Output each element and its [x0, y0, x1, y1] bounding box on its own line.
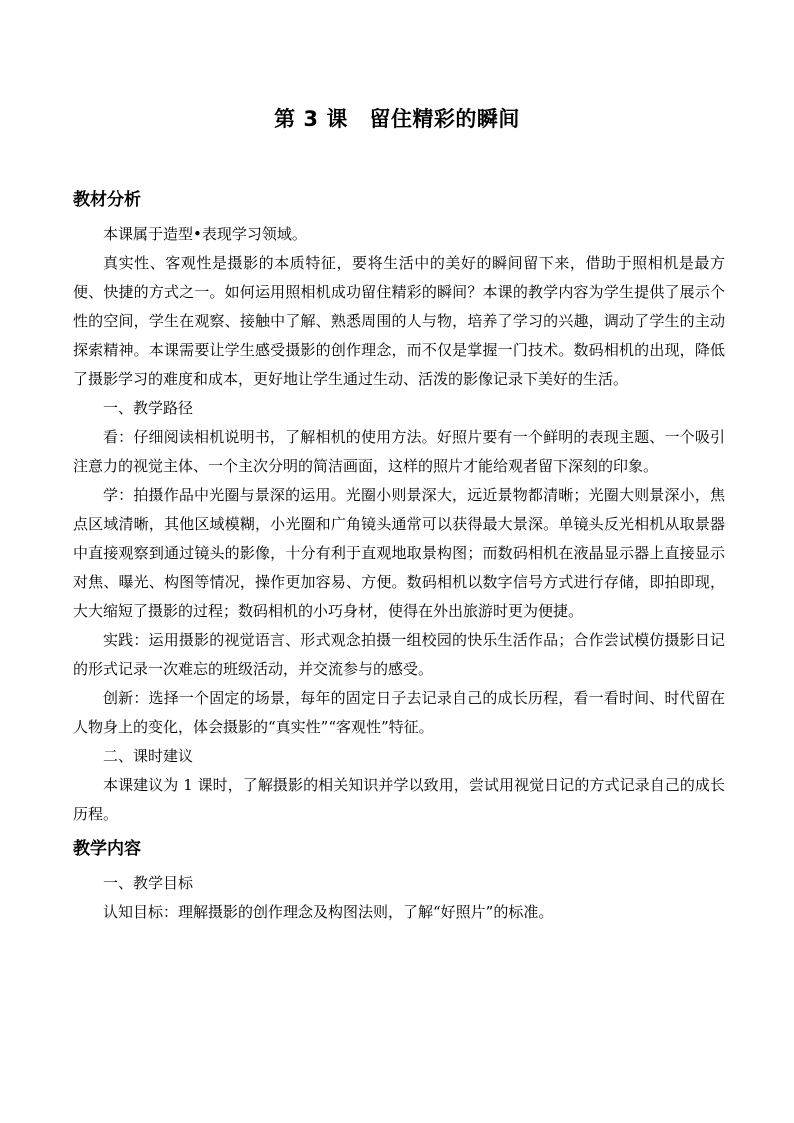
- paragraph-lesson-suggestion-heading: 二、课时建议: [103, 747, 194, 765]
- paragraph-practice: 实践：运用摄影的视觉语言、形式观念拍摄一组校园的快乐生活作品；合作尝试模仿摄影日记的形式记录一次难忘的班级活动，并交流参与的感受。: [73, 631, 725, 678]
- section-heading-textbook-analysis: 教材分析: [73, 190, 141, 210]
- paragraph-cognitive-objective: 认知目标：理解摄影的创作理念及构图法则，了解“好照片”的标准。: [103, 903, 554, 921]
- paragraph-lesson-suggestion: 本课建议为 1 课时，了解摄影的相关知识并学以致用，尝试用视觉日记的方式记录自己的成长历程。: [73, 776, 725, 823]
- paragraph-objectives-heading: 一、教学目标: [103, 874, 194, 892]
- paragraph-look: 看：仔细阅读相机说明书，了解相机的使用方法。好照片要有一个鲜明的表现主题、一个吸引注意力的视觉主体、一个主次分明的简洁画面，这样的照片才能给观者留下深刻的印象。: [73, 428, 725, 475]
- document-body: [73, 187, 725, 927]
- section-heading-teaching-content: 教学内容: [73, 839, 141, 859]
- paragraph-learn: 学：拍摄作品中光圈与景深的运用。光圈小则景深大，远近景物都清晰；光圈大则景深小，焦点区域清晰，其他区域模糊，小光圈和广角镜头通常可以获得最大景深。单镜头反光相机从取景器中直接观察到通过镜头的影像，十分有利于直观地取景构图；而数码相机在液晶显示器上直接显示对焦、曝光、构图等情况，操作更加容易、方便。数码相机以数字信号方式进行存储，即拍即现，大大缩短了摄影的过程；数码相机的小巧身材，使得在外出旅游时更为便捷。: [73, 486, 725, 620]
- paragraph-intro: 真实性、客观性是摄影的本质特征，要将生活中的美好的瞬间留下来，借助于照相机是最方便、快捷的方式之一。如何运用照相机成功留住精彩的瞬间？本课的教学内容为学生提供了展示个性的空间，学生在观察、接触中了解、熟悉周围的人与物，培养了学习的兴趣，调动了学生的主动探索精神。本课需要让学生感受摄影的创作理念，而不仅是掌握一门技术。数码相机的出现，降低了摄影学习的难度和成本，更好地让学生通过生动、活泼的影像记录下美好的生活。: [73, 254, 725, 388]
- paragraph-domain: 本课属于造型•表现学习领域。: [103, 225, 307, 243]
- paragraph-innovation: 创新：选择一个固定的场景，每年的固定日子去记录自己的成长历程，看一看时间、时代留在人物身上的变化，体会摄影的“真实性”“客观性”特征。: [73, 689, 725, 736]
- page-title: 第 3 课 留住精彩的瞬间: [274, 107, 520, 131]
- paragraph-teaching-path-heading: 一、教学路径: [103, 399, 194, 417]
